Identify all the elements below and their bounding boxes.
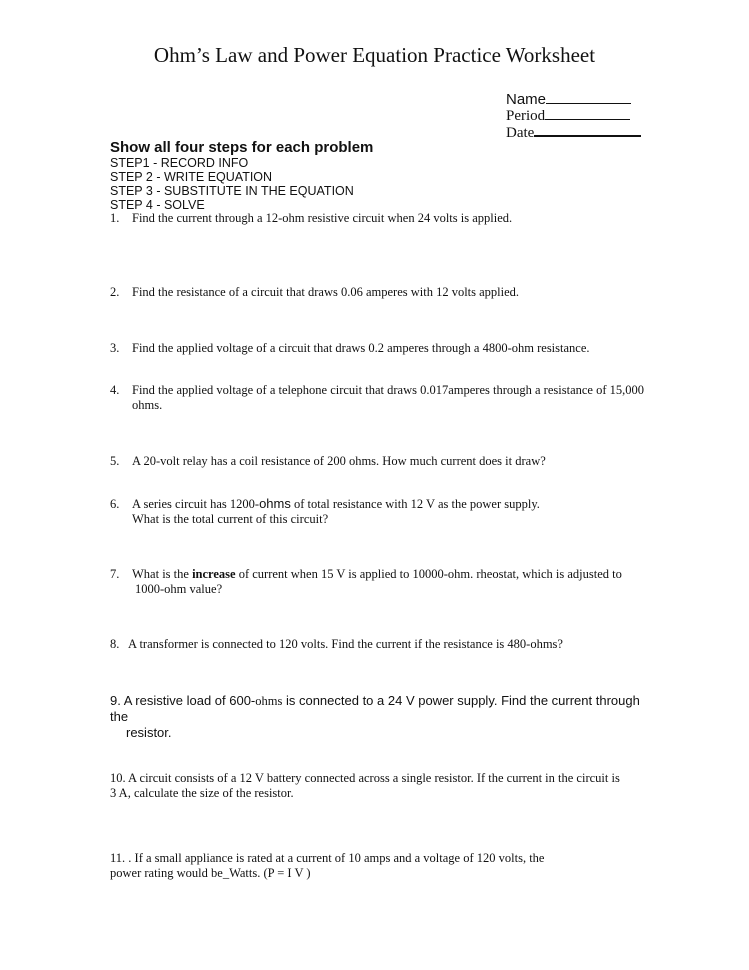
page-title: Ohm’s Law and Power Equation Practice Worksheet <box>153 43 596 67</box>
problem-2 <box>110 285 670 300</box>
problem-number: 6. <box>110 497 120 511</box>
ohms-unit: ohms <box>255 694 283 708</box>
problem-number: 5. <box>110 454 120 468</box>
problem-7 <box>110 567 670 597</box>
problem-number: 2. <box>110 285 120 299</box>
problem-11 <box>110 851 670 881</box>
name-blank[interactable] <box>546 90 631 104</box>
problem-text: Find the applied voltage of a circuit that draws 0.2 amperes through a 4800-ohm resistance. <box>132 341 590 355</box>
problem-5 <box>110 454 670 469</box>
step-4: STEP 4 - SOLVE <box>110 198 205 212</box>
date-label: Date <box>506 125 535 141</box>
problem-text-pre: What is the <box>132 567 193 581</box>
problem-text-line2: 3 A, calculate the size of the resistor. <box>110 786 294 800</box>
period-label: Period <box>506 108 546 124</box>
period-blank[interactable] <box>545 106 630 120</box>
problem-text-line1: 11. . If a small appliance is rated at a current of 10 amps and a voltage of 120 volts, the <box>110 851 545 865</box>
problem-text: Find the current through a 12-ohm resistive circuit when 24 volts is applied. <box>132 211 513 225</box>
problem-text-line2: 1000-ohm value? <box>135 582 223 596</box>
problem-1 <box>110 211 670 226</box>
instructions-heading: Show all four steps for each problem <box>110 139 374 156</box>
problem-10 <box>110 771 670 801</box>
date-field[interactable] <box>506 122 641 142</box>
problem-number: 8. <box>110 637 120 651</box>
problem-text-pre: 9. A resistive load of 600- <box>110 693 256 708</box>
problem-text-line2: power rating would be_Watts. (P = I V ) <box>110 866 311 880</box>
problem-text-post: of total resistance with 12 V as the power supply. <box>290 497 540 511</box>
problem-text: Find the resistance of a circuit that draws 0.06 amperes with 12 volts applied. <box>132 285 520 299</box>
problem-text-line2: What is the total current of this circuit? <box>132 512 329 526</box>
problem-number: 1. <box>110 211 120 225</box>
problem-text: A 20-volt relay has a coil resistance of 200 ohms. How much current does it draw? <box>132 454 546 468</box>
step-2: STEP 2 - WRITE EQUATION <box>110 170 273 184</box>
problem-text: A transformer is connected to 120 volts. Find the current if the resistance is 480-ohms? <box>128 637 563 651</box>
problem-9 <box>110 693 650 741</box>
problem-text-post: is connected to a 24 V power supply. Find the current through the <box>110 693 640 724</box>
problem-4 <box>110 383 670 413</box>
emphasis-word: increase <box>192 567 236 581</box>
problem-text-post: of current when 15 V is applied to 10000-ohm. rheostat, which is adjusted to <box>235 567 622 581</box>
problem-text-line1: Find the applied voltage of a telephone circuit that draws 0.017amperes through a resistance of 15,000 <box>132 383 644 397</box>
step-3: STEP 3 - SUBSTITUTE IN THE EQUATION <box>110 184 354 198</box>
problem-number: 3. <box>110 341 120 355</box>
step-1: STEP1 - RECORD INFO <box>110 156 249 170</box>
problem-number: 7. <box>110 567 120 581</box>
ohms-unit: ohms <box>259 496 291 511</box>
problem-number: 4. <box>110 383 120 397</box>
problem-text-line2: resistor. <box>126 725 172 740</box>
problem-3 <box>110 341 670 356</box>
date-blank[interactable] <box>534 122 641 137</box>
name-label: Name <box>506 91 547 108</box>
problem-text-line2: ohms. <box>132 398 163 412</box>
problem-6 <box>110 496 670 527</box>
problem-text-pre: A series circuit has 1200- <box>132 497 260 511</box>
problem-text-line1: 10. A circuit consists of a 12 V battery connected across a single resistor. If the current in the circuit is <box>110 771 620 785</box>
problem-8 <box>110 637 670 652</box>
